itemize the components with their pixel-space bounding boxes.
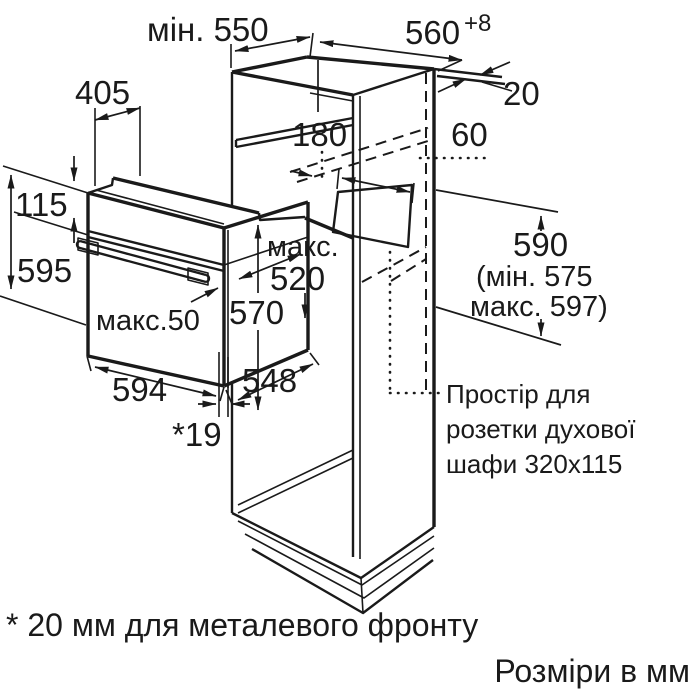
label-520: 520 — [270, 260, 326, 297]
socket-space-hatch — [333, 185, 412, 247]
dim-115 — [3, 156, 88, 243]
dim-590 — [436, 190, 608, 345]
label-20: 20 — [503, 75, 540, 112]
dim-19 — [172, 352, 250, 453]
cabinet-floor-front-edge — [238, 458, 353, 513]
cabinet-floor-back-edge — [238, 450, 353, 505]
label-60: 60 — [451, 116, 488, 153]
cabinet-top-right-edge — [353, 69, 434, 95]
label-560-tolerance: +8 — [464, 10, 492, 37]
label-19: *19 — [172, 416, 222, 453]
label-594: 594 — [112, 371, 168, 408]
dim-60 — [451, 116, 488, 153]
oven-panel-bottom-2 — [88, 237, 224, 271]
label-548: 548 — [242, 362, 298, 399]
socket-note — [446, 379, 635, 479]
dim-20 — [434, 62, 540, 112]
footnote-metal-front: * 20 мм для металевого фронту — [6, 607, 479, 643]
cabinet-plinth-line-3 — [252, 549, 433, 613]
cabinet-top-front-edge — [232, 72, 353, 95]
dim-405 — [75, 74, 140, 186]
cabinet-top-left-edge — [232, 57, 307, 72]
label-590-max: макс. 597) — [470, 291, 608, 323]
socket-dim-tick-left — [337, 169, 339, 189]
hidden-niche-bottom-edge-1 — [362, 247, 426, 282]
socket-note-line-2: розетки духової — [446, 414, 636, 444]
dim-maks-50 — [96, 288, 218, 337]
label-min-550: мін. 550 — [147, 11, 269, 48]
label-115: 115 — [15, 186, 68, 223]
cabinet-top-back-edge — [307, 57, 434, 69]
socket-note-line-1: Простір для — [446, 379, 591, 409]
label-590-min: (мін. 575 — [476, 261, 593, 293]
label-560: 560 — [405, 14, 461, 51]
units-note: Розміри в мм — [494, 653, 690, 689]
handle-bar-top — [80, 241, 206, 275]
cabinet-bottom-front-edge — [232, 513, 434, 578]
label-570: 570 — [229, 294, 285, 331]
label-590: 590 — [513, 226, 569, 263]
label-180: 180 — [292, 116, 348, 153]
oven-frame-top-inner — [96, 190, 224, 224]
label-405: 405 — [75, 74, 131, 111]
label-maks-50: макс.50 — [96, 305, 200, 337]
label-595: 595 — [17, 252, 73, 289]
dim-180 — [291, 60, 347, 176]
oven-body-top-back-edge — [113, 178, 259, 213]
socket-note-line-3: шафи 320x115 — [446, 449, 623, 479]
label-maks: макс. — [267, 231, 339, 263]
